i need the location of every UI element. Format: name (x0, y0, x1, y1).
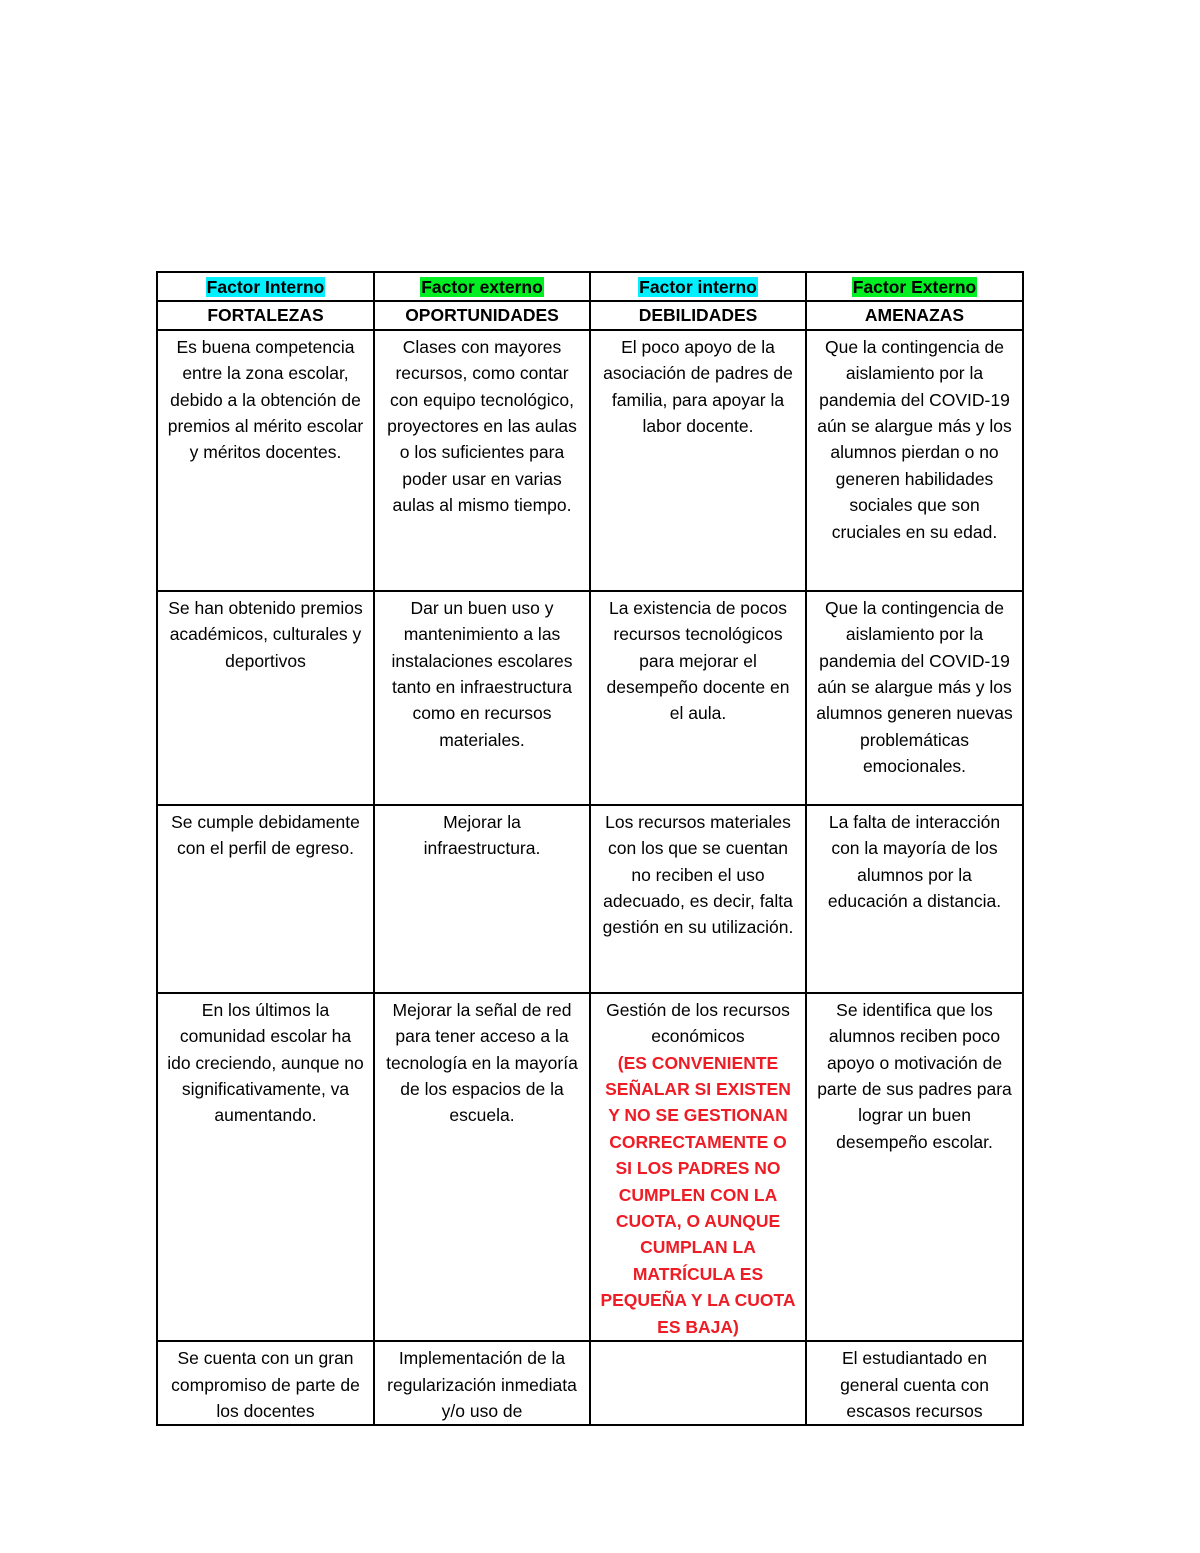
table-cell (590, 1341, 806, 1425)
factor-row (157, 272, 1023, 301)
table-cell: Mejorar la señal de red para tener acceso a la tecnología en la mayoría de los espacios de la escuela. (374, 993, 590, 1341)
table-cell: Dar un buen uso y mantenimiento a las instalaciones escolares tanto en infraestructura como en recursos materiales. (374, 591, 590, 805)
table-cell: Se cuenta con un gran compromiso de parte de los docentes (157, 1341, 374, 1425)
factor-cell (157, 272, 374, 301)
factor-cell (590, 272, 806, 301)
table-cell: Implementación de la regularización inmediata y/o uso de (374, 1341, 590, 1425)
factor-label: Factor interno (639, 277, 757, 297)
table-row (157, 591, 1023, 805)
factor-cell (374, 272, 590, 301)
table-cell: En los últimos la comunidad escolar ha ido creciendo, aunque no significativamente, va aumentando. (157, 993, 374, 1341)
foda-table (156, 271, 1024, 1426)
header-amenazas: AMENAZAS (806, 301, 1023, 329)
table-row (157, 330, 1023, 591)
table-cell: La falta de interacción con la mayoría de los alumnos por la educación a distancia. (806, 805, 1023, 993)
header-oportunidades: OPORTUNIDADES (374, 301, 590, 329)
table-cell: Se cumple debidamente con el perfil de egreso. (157, 805, 374, 993)
table-cell: La existencia de pocos recursos tecnológicos para mejorar el desempeño docente en el aula. (590, 591, 806, 805)
table-cell: Es buena competencia entre la zona escolar, debido a la obtención de premios al mérito escolar y méritos docentes. (157, 330, 374, 591)
table-cell: Que la contingencia de aislamiento por la pandemia del COVID-19 aún se alargue más y los alumnos generen nuevas problemáticas emocionales. (806, 591, 1023, 805)
table-cell: Se identifica que los alumnos reciben poco apoyo o motivación de parte de sus padres para lograr un buen desempeño escolar. (806, 993, 1023, 1341)
red-note: (ES CONVENIENTE SEÑALAR SI EXISTEN Y NO SE GESTIONAN CORRECTAMENTE O SI LOS PADRES NO CUMPLEN CON LA CUOTA, O AUNQUE CUMPLAN LA MATRÍCULA ES PEQUEÑA Y LA CUOTA ES BAJA) (600, 1052, 796, 1337)
table-cell: Mejorar la infraestructura. (374, 805, 590, 993)
table-cell: El estudiantado en general cuenta con escasos recursos (806, 1341, 1023, 1425)
table-cell: El poco apoyo de la asociación de padres de familia, para apoyar la labor docente. (590, 330, 806, 591)
header-debilidades: DEBILIDADES (590, 301, 806, 329)
header-fortalezas: FORTALEZAS (157, 301, 374, 329)
table-row (157, 805, 1023, 993)
table-cell: Se han obtenido premios académicos, culturales y deportivos (157, 591, 374, 805)
cell-text: Gestión de los recursos económicos (606, 999, 790, 1047)
table-cell: Que la contingencia de aislamiento por la pandemia del COVID-19 aún se alargue más y los alumnos pierdan o no generen habilidades sociales que son cruciales en su edad. (806, 330, 1023, 591)
factor-cell (806, 272, 1023, 301)
factor-label: Factor Interno (206, 277, 325, 297)
table-cell: Los recursos materiales con los que se cuentan no reciben el uso adecuado, es decir, falta gestión en su utilización. (590, 805, 806, 993)
factor-label: Factor externo (421, 277, 543, 297)
table-cell: Clases con mayores recursos, como contar con equipo tecnológico, proyectores en las aulas o los suficientes para poder usar en varias aulas al mismo tiempo. (374, 330, 590, 591)
table-row (157, 1341, 1023, 1425)
table-row (157, 993, 1023, 1341)
table-cell (590, 993, 806, 1341)
header-row (157, 301, 1023, 329)
factor-label: Factor Externo (852, 277, 977, 297)
